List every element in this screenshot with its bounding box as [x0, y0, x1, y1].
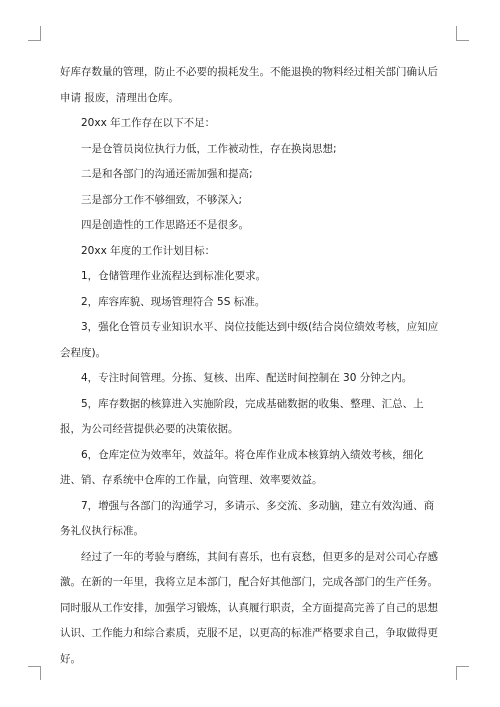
- paragraph: 4，专注时间管理。分拣、复核、出库、配送时间控制在 30 分钟之内。: [81, 372, 413, 384]
- paragraph: 二是和各部门的沟通还需加强和提高;: [81, 168, 253, 180]
- paragraph: 5，库存数据的核算进入实施阶段，完成基础数据的收集、整理、汇总、上报，为公司经营提供必要的决策依据。: [60, 397, 424, 435]
- paragraph: 2，库容库貌、现场管理符合 5S 标准。: [81, 295, 266, 308]
- paragraph: 1，仓储管理作业流程达到标准化要求。: [81, 270, 267, 282]
- paragraph: 20xx 年度的工作计划目标：: [81, 244, 216, 257]
- paragraph: 好库存数量的管理，防止不必要的损耗发生。不能退换的物料经过相关部门确认后申请 报废，清理出仓库。: [60, 66, 438, 104]
- paragraph: 三是部分工作不够细致，不够深入;: [81, 193, 243, 206]
- paragraph: 6，仓库定位为效率年，效益年。将仓库作业成本核算纳入绩效考核，细化进、销、存系统中仓库的工作量，向管理、效率要效益。: [60, 448, 424, 486]
- paragraph: 3，强化仓管员专业知识水平、岗位技能达到中级(结合岗位绩效考核，应知应会程度)。: [60, 321, 439, 359]
- paragraph: 20xx 年工作存在以下不足：: [81, 117, 216, 129]
- paragraph: 四是创造性的工作思路还不是很多。: [81, 219, 249, 231]
- document-body: [60, 60, 440, 672]
- paragraph: 7，增强与各部门的沟通学习，多请示、多交流、多动脑，建立有效沟通、商务礼仪执行标准。: [60, 499, 435, 537]
- paragraph: 一是仓管员岗位执行力低，工作被动性，存在换岗思想;: [81, 142, 337, 155]
- paragraph: 经过了一年的考验与磨练，其间有喜乐，也有哀愁，但更多的是对公司心存感激。在新的一年里，我将立足本部门，配合好其他部门，完成各部门的生产任务。同时服从工作安排，加强学习锻炼，认真履行职责，全方面提高完善了自己的思想认识、工作能力和综合素质，克服不足，以更高的标准严格要求自己，争取做得更好。: [60, 550, 438, 665]
